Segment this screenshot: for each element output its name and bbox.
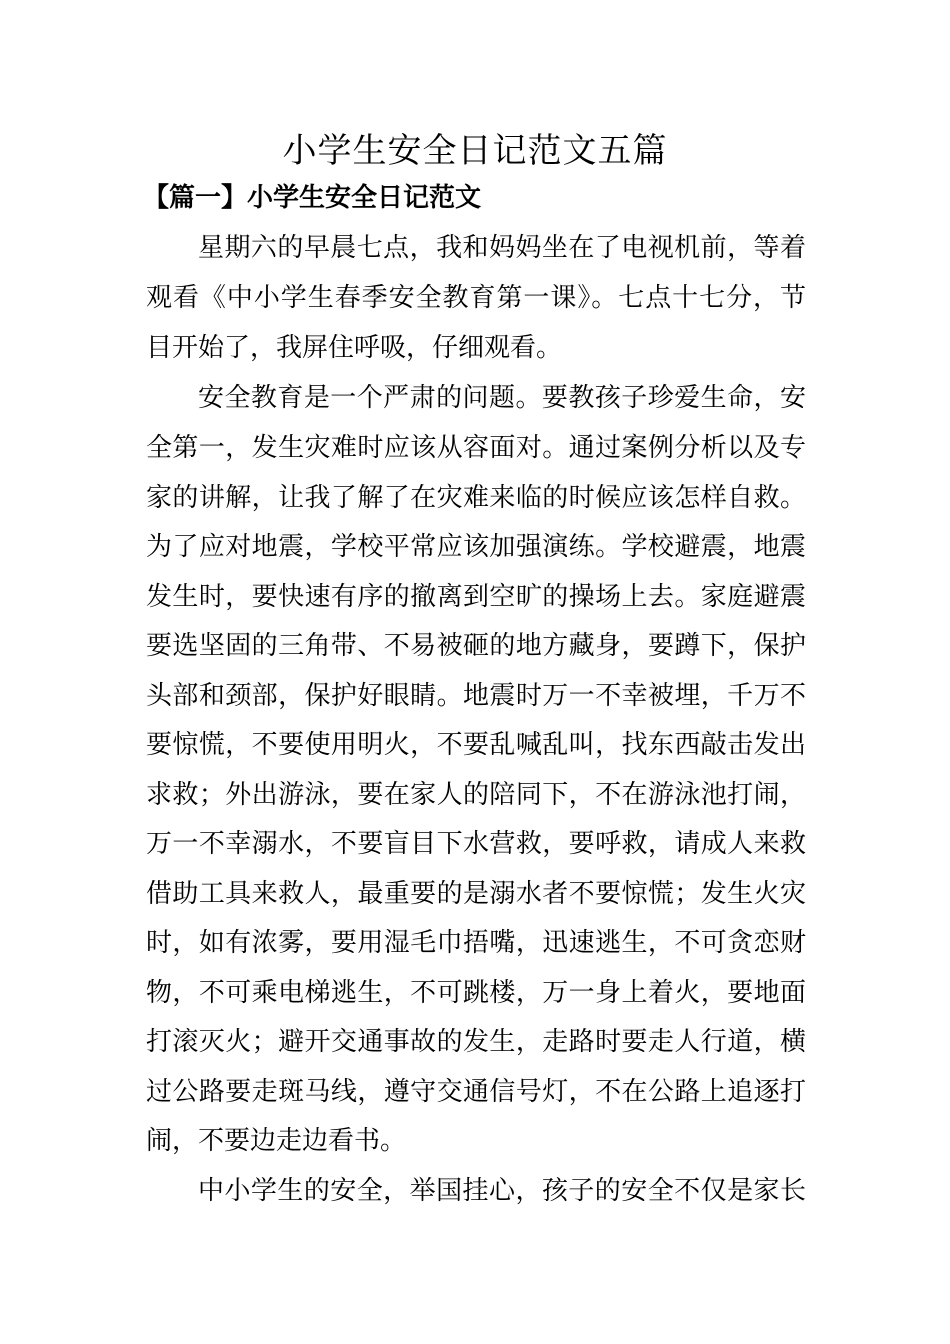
paragraph-2-line-4: 为了应对地震，学校平常应该加强演练。学校避震，地震 [146, 532, 806, 562]
paragraph-2-line-8: 要惊慌，不要使用明火，不要乱喊乱叫，找东西敲击发出 [146, 730, 806, 760]
paragraph-2-line-13: 物，不可乘电梯逃生，不可跳楼，万一身上着火，要地面 [146, 978, 806, 1008]
paragraph-1-line-3: 目开始了，我屏住呼吸，仔细观看。 [146, 333, 563, 363]
paragraph-2-line-14: 打滚灭火；避开交通事故的发生，走路时要走人行道，横 [146, 1027, 806, 1057]
paragraph-2-line-15: 过公路要走斑马线，遵守交通信号灯，不在公路上追逐打 [146, 1077, 806, 1107]
paragraph-2-line-1: 安全教育是一个严肃的问题。要教孩子珍爱生命，安 [198, 383, 806, 413]
section-heading: 【篇一】小学生安全日记范文 [143, 183, 482, 213]
paragraph-2-line-6: 要选坚固的三角带、不易被砸的地方藏身，要蹲下，保护 [146, 631, 806, 661]
paragraph-2-line-5: 发生时，要快速有序的撤离到空旷的操场上去。家庭避震 [146, 582, 806, 612]
document-title: 小学生安全日记范文五篇 [282, 131, 668, 171]
paragraph-2-line-9: 求救；外出游泳，要在家人的陪同下，不在游泳池打闹， [146, 780, 806, 810]
paragraph-2-line-16: 闹，不要边走边看书。 [146, 1126, 407, 1156]
paragraph-2-line-12: 时，如有浓雾，要用湿毛巾捂嘴，迅速逃生，不可贪恋财 [146, 928, 806, 958]
paragraph-2-line-2: 全第一，发生灾难时应该从容面对。通过案例分析以及专 [146, 433, 806, 463]
paragraph-2-line-10: 万一不幸溺水，不要盲目下水营救，要呼救，请成人来救 [146, 829, 806, 859]
paragraph-3-line-1: 中小学生的安全，举国挂心，孩子的安全不仅是家长 [198, 1176, 806, 1206]
paragraph-2-line-7: 头部和颈部，保护好眼睛。地震时万一不幸被埋，千万不 [146, 681, 806, 711]
paragraph-1-line-1: 星期六的早晨七点，我和妈妈坐在了电视机前，等着 [198, 233, 806, 263]
paragraph-2-line-11: 借助工具来救人，最重要的是溺水者不要惊慌；发生火灾 [146, 879, 806, 909]
paragraph-1-line-2: 观看《中小学生春季安全教育第一课》。七点十七分，节 [146, 283, 806, 313]
paragraph-2-line-3: 家的讲解，让我了解了在灾难来临的时候应该怎样自救。 [146, 483, 806, 513]
